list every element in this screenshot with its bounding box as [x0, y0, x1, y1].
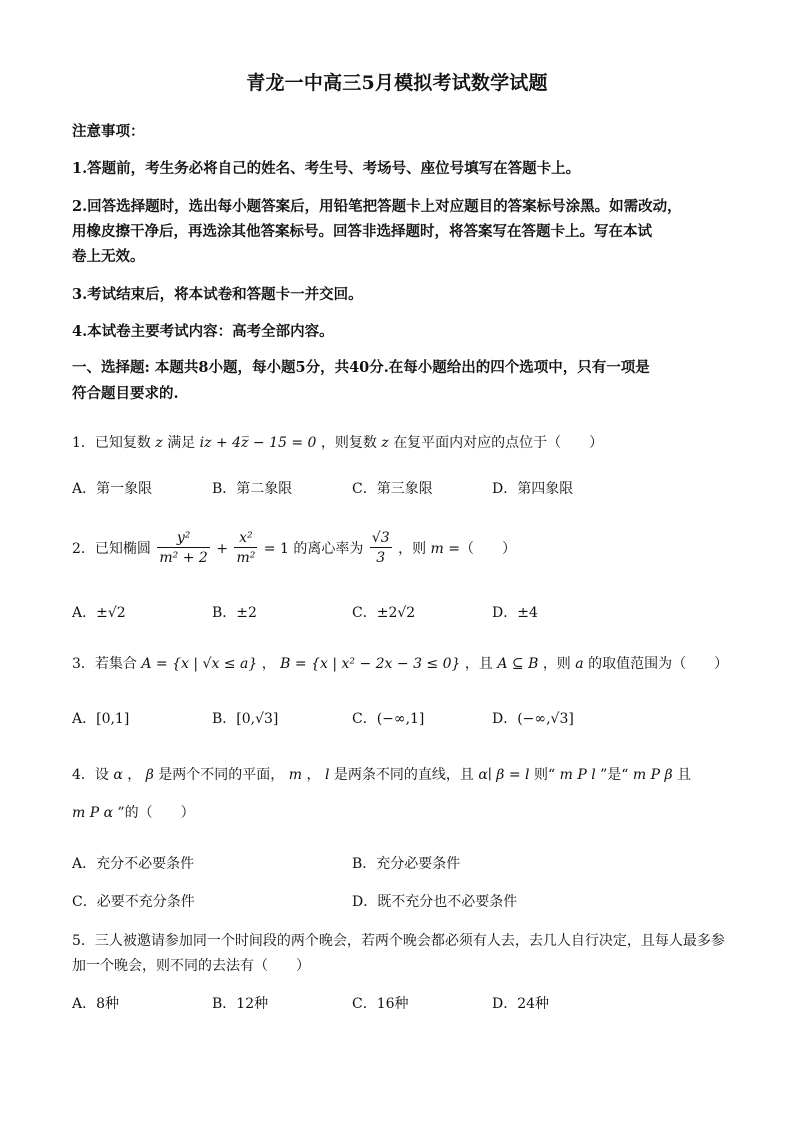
- q1-expression: iz + 4z̅ − 15 = 0: [199, 435, 317, 451]
- q4-option-c: C．必要不充分条件: [72, 894, 195, 910]
- q1-option-b: B．第二象限: [212, 481, 293, 497]
- q4-condition-3: m P β: [632, 767, 673, 783]
- note-2-line-2: 用橡皮擦干净后，再选涂其他答案标号。回答非选择题时，将答案写在答题卡上。写在本试: [72, 223, 652, 240]
- q4-option-b: B．充分必要条件: [352, 856, 461, 872]
- q1-suffix: 在复平面内对应的点位于（ ）: [393, 435, 604, 451]
- q2-frac2-denominator: m²: [236, 550, 256, 566]
- q2-option-d: D．±4: [492, 605, 538, 621]
- q4-l: l: [324, 767, 330, 783]
- q2-mid2: ，则: [398, 541, 427, 557]
- q2-frac3-denominator: 3: [376, 550, 386, 566]
- q4-line2-condition: m P α: [72, 805, 114, 821]
- q4-mid-3: 则“: [533, 767, 556, 783]
- q2-fraction-2: [234, 531, 257, 565]
- question-1: [72, 431, 722, 455]
- q4-alpha: α: [113, 767, 123, 783]
- q3-option-b: B．[0,√3]: [212, 711, 279, 727]
- q5-option-a: A．8种: [72, 996, 120, 1012]
- q2-option-a: A．±√2: [72, 605, 126, 621]
- q5-option-d: D．24种: [492, 996, 550, 1012]
- q1-prefix: 1．已知复数: [72, 435, 151, 451]
- q2-var-m: m: [430, 541, 444, 557]
- q3-option-a: A．[0,1]: [72, 711, 130, 727]
- q2-frac2-numerator: x²: [234, 531, 257, 548]
- q4-comma-2: ，: [306, 767, 321, 783]
- q1-var-z2: z: [381, 435, 389, 451]
- q3-mid: ，且: [464, 656, 493, 672]
- question-2: [72, 532, 722, 566]
- notes-title: 注意事项：: [72, 123, 145, 140]
- q3-set-b: B = {x | x² − 2x − 3 ≤ 0}: [280, 656, 461, 672]
- q4-line1-suffix: 且: [677, 767, 692, 783]
- q2-equals: = 1: [263, 541, 289, 557]
- q2-mid: 的离心率为: [293, 541, 364, 557]
- q4-condition: α∣ β = l: [478, 767, 530, 783]
- q4-mid-1: 是两个不同的平面，: [158, 767, 285, 783]
- q4-m: m: [288, 767, 303, 783]
- q4-mid-4: ”是“: [600, 767, 629, 783]
- q2-prefix: 2．已知椭圆: [72, 541, 151, 557]
- q4-beta: β: [145, 767, 154, 783]
- q5-option-b: B．12种: [212, 996, 269, 1012]
- q2-option-c: C．±2√2: [352, 605, 416, 621]
- q1-mid1: 满足: [167, 435, 196, 451]
- q3-subset: A ⊆ B: [497, 656, 539, 672]
- question-4-line-1: [72, 763, 722, 787]
- q2-fraction-1: [157, 531, 209, 565]
- q3-option-c: C．(−∞,1]: [352, 711, 425, 727]
- q2-frac1-numerator: y²: [157, 531, 209, 548]
- q2-suffix: =（ ）: [448, 541, 516, 557]
- note-2-line-1: 2.回答选择题时，选出每小题答案后，用铅笔把答题卡上对应题目的答案标号涂黑。如需改动，: [72, 198, 682, 215]
- q1-mid2: ，则复数: [320, 435, 377, 451]
- q2-plus: +: [216, 541, 228, 557]
- q4-option-a: A．充分不必要条件: [72, 856, 195, 872]
- q1-var-z: z: [155, 435, 163, 451]
- q4-line2-suffix: ”的（ ）: [117, 805, 195, 821]
- q4-condition-2: m P l: [559, 767, 596, 783]
- q5-option-c: C．16种: [352, 996, 409, 1012]
- q1-option-a: A．第一象限: [72, 481, 153, 497]
- q2-fraction-3: [370, 531, 392, 565]
- question-3: [72, 652, 729, 676]
- note-3: 3.考试结束后，将本试卷和答题卡一并交回。: [72, 286, 363, 303]
- q3-var-a: a: [575, 656, 584, 672]
- q3-mid2: ，则: [542, 656, 571, 672]
- q4-mid-2: 是两条不同的直线，且: [333, 767, 474, 783]
- q4-option-d: D．既不充分也不必要条件: [352, 894, 518, 910]
- q3-set-a: A = {x | √x ≤ a}: [141, 656, 258, 672]
- note-2-line-3: 卷上无效。: [72, 248, 145, 265]
- note-1: 1.答题前，考生务必将自己的姓名、考生号、考场号、座位号填写在答题卡上。: [72, 160, 581, 177]
- q3-prefix: 3．若集合: [72, 656, 137, 672]
- question-5-line-2: 加一个晚会，则不同的去法有（ ）: [72, 958, 310, 974]
- page-title: 青龙一中高三5月模拟考试数学试题: [246, 72, 548, 94]
- q1-option-d: D．第四象限: [492, 481, 574, 497]
- question-4-line-2: [72, 801, 722, 825]
- question-5-line-1: 5．三人被邀请参加同一个时间段的两个晚会，若两个晚会都必须有人去，去几人自行决定，且每人最多参: [72, 933, 725, 949]
- section-heading-line-1: 一、选择题: 本题共8小题，每小题5分，共40分.在每小题给出的四个选项中，只有一项是: [72, 359, 650, 376]
- section-heading-line-2: 符合题目要求的.: [72, 385, 179, 402]
- q2-frac1-denominator: m² + 2: [159, 550, 208, 566]
- note-4: 4.本试卷主要考试内容：高考全部内容。: [72, 323, 334, 340]
- q1-option-c: C．第三象限: [352, 481, 433, 497]
- q2-frac3-numerator: √3: [371, 530, 390, 546]
- q3-option-d: D．(−∞,√3]: [492, 711, 574, 727]
- q3-suffix: 的取值范围为（ ）: [588, 656, 729, 672]
- q3-comma: ，: [261, 656, 276, 672]
- q2-option-b: B．±2: [212, 605, 257, 621]
- q4-comma-1: ，: [127, 767, 142, 783]
- q4-prefix: 4．设: [72, 767, 109, 783]
